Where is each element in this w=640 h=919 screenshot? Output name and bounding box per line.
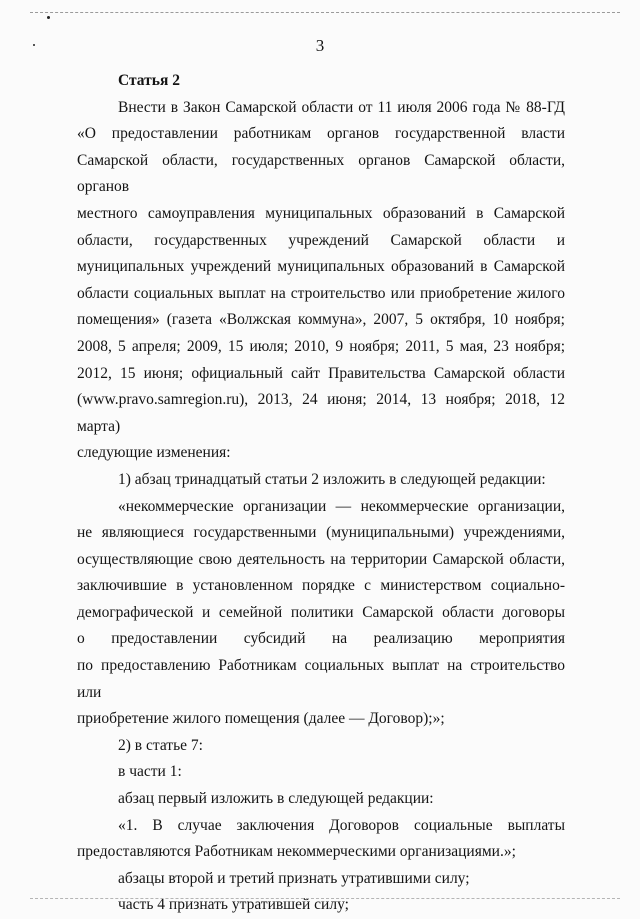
text-line: демографической и семейной политики Самарской области договоры bbox=[77, 603, 565, 621]
text-line: местного самоуправления муниципальных образований в Самарской bbox=[77, 204, 565, 222]
text-line: о предоставлении субсидий на реализацию мероприятия bbox=[77, 630, 565, 648]
article-heading: Статья 2 bbox=[118, 72, 180, 89]
text-line: предоставляются Работникам некоммерческими организациями.»; bbox=[77, 843, 516, 861]
text-line: 2) в статье 7: bbox=[118, 736, 203, 754]
scan-edge-bottom bbox=[30, 898, 620, 899]
scan-edge-top bbox=[30, 12, 620, 13]
document-body bbox=[77, 68, 565, 919]
text-line: по предоставлению Работникам социальных выплат на строительство или bbox=[77, 657, 565, 701]
text-line: «некоммерческие организации — некоммерческие организации, bbox=[118, 497, 565, 515]
text-line: не являющиеся государственными (муниципальными) учреждениями, bbox=[77, 524, 565, 542]
text-line: «1. В случае заключения Договоров социальные выплаты bbox=[118, 816, 565, 834]
text-line: муниципальных учреждений муниципальных образований в Самарской bbox=[77, 258, 565, 276]
text-line: осуществляющие свою деятельность на территории Самарской области, bbox=[77, 550, 565, 568]
text-line: области, государственных учреждений Самарской области и bbox=[77, 231, 565, 249]
text-line: 1) абзац тринадцатый статьи 2 изложить в следующей редакции: bbox=[118, 470, 546, 488]
text-line: абзацы второй и третий признать утратившими силу; bbox=[118, 869, 470, 887]
text-line: часть 4 признать утратившей силу; bbox=[118, 896, 349, 914]
text-line: абзац первый изложить в следующей редакции: bbox=[118, 790, 434, 808]
text-line: заключившие в установленном порядке с министерством социально- bbox=[77, 577, 565, 595]
text-line: (www.pravo.samregion.ru), 2013, 24 июня; 2014, 13 ноября; 2018, 12 марта) bbox=[77, 391, 565, 435]
text-line: в части 1: bbox=[118, 763, 182, 781]
text-line: следующие изменения: bbox=[77, 444, 231, 462]
text-line: «О предоставлении работникам органов государственной власти bbox=[77, 125, 565, 143]
text-line: 2008, 5 апреля; 2009, 15 июля; 2010, 9 ноября; 2011, 5 мая, 23 ноября; bbox=[77, 337, 565, 355]
text-line: 2012, 15 июня; официальный сайт Правительства Самарской области bbox=[77, 364, 565, 382]
text-line: приобретение жилого помещения (далее — Договор);»; bbox=[77, 710, 445, 728]
text-line: Самарской области, государственных органов Самарской области, органов bbox=[77, 151, 565, 196]
page-number: 3 bbox=[315, 36, 325, 55]
scan-speck bbox=[47, 16, 50, 19]
text-line: Внести в Закон Самарской области от 11 июля 2006 года № 88-ГД bbox=[118, 98, 565, 116]
text-line: области социальных выплат на строительство или приобретение жилого bbox=[77, 284, 565, 302]
text-line: помещения» (газета «Волжская коммуна», 2007, 5 октября, 10 ноября; bbox=[77, 311, 565, 329]
